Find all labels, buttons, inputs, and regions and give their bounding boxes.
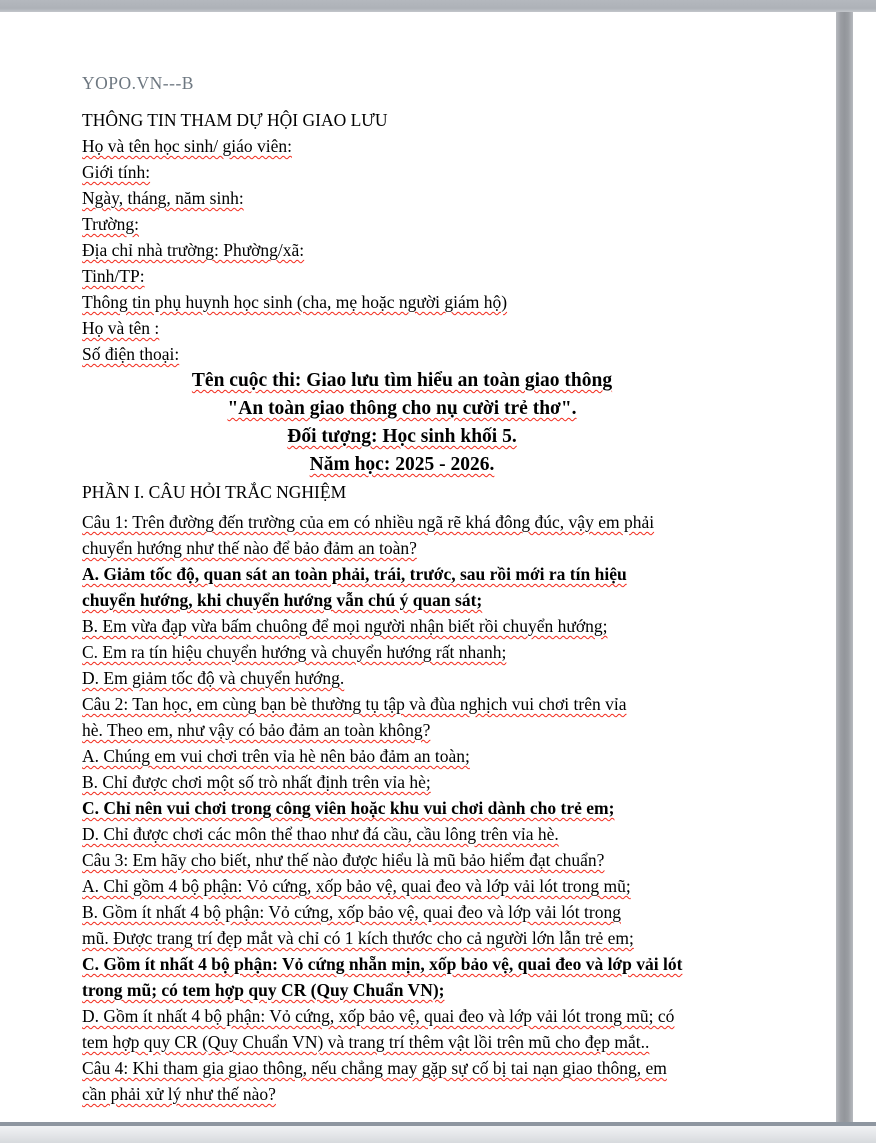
form-field-label: Ngày, tháng, năm sinh: [82, 188, 244, 208]
next-page-edge [853, 12, 876, 1122]
question-line: hè. Theo em, như vậy có bảo đảm an toàn không? [82, 720, 431, 740]
participant-form [82, 133, 722, 367]
question-list [82, 509, 722, 1107]
option-line: A. Chúng em vui chơi trên vỉa hè nên bảo đảm an toàn; [82, 746, 470, 766]
form-section-heading: THÔNG TIN THAM DỰ HỘI GIAO LƯU [82, 110, 388, 130]
option-line: D. Chỉ được chơi các môn thể thao như đá cầu, cầu lông trên vỉa hè. [82, 824, 559, 844]
option-line: C. Em ra tín hiệu chuyển hướng và chuyển hướng rất nhanh; [82, 642, 507, 662]
form-field-label: Trường: [82, 214, 140, 234]
form-field-label: Địa chỉ nhà trường: Phường/xã: [82, 240, 305, 260]
watermark-text: YOPO.VN---B [82, 73, 194, 93]
option-line: A. Chỉ gồm 4 bộ phận: Vỏ cứng, xốp bảo vệ, quai đeo và lớp vải lót trong mũ; [82, 876, 631, 896]
option-line: B. Em vừa đạp vừa bấm chuông để mọi người nhận biết rồi chuyển hướng; [82, 616, 608, 636]
form-field-label: Giới tính: [82, 162, 151, 182]
question-line: Câu 1: Trên đường đến trường của em có nhiều ngã rẽ khá đông đúc, vậy em phải [82, 512, 655, 532]
option-line: trong mũ; có tem hợp quy CR (Quy Chuẩn VN); [82, 980, 445, 1000]
contest-title-line: Tên cuộc thi: Giao lưu tìm hiểu an toàn giao thông [191, 370, 613, 391]
form-field-label: Thông tin phụ huynh học sinh (cha, mẹ hoặc người giám hộ) [82, 292, 508, 312]
contest-title-line: Năm học: 2025 - 2026. [309, 454, 495, 475]
contest-title-block [82, 367, 722, 479]
question-line: Câu 4: Khi tham gia giao thông, nếu chẳng may gặp sự cố bị tai nạn giao thông, em [82, 1058, 667, 1078]
form-field-label: Họ và tên học sinh/ giáo viên: [82, 136, 292, 156]
page-gutter [836, 12, 853, 1122]
question-line: cần phải xử lý như thế nào? [82, 1084, 276, 1104]
option-line: C. Gồm ít nhất 4 bộ phận: Vỏ cứng nhẵn mịn, xốp bảo vệ, quai đeo và lớp vải lót [82, 954, 683, 974]
option-line: tem hợp quy CR (Quy Chuẩn VN) và trang trí thêm vật lồi trên mũ cho đẹp mắt.. [82, 1032, 650, 1052]
option-line: C. Chỉ nên vui chơi trong công viên hoặc khu vui chơi dành cho trẻ em; [82, 798, 615, 818]
form-field-label: Số điện thoại: [82, 344, 180, 364]
document-page[interactable] [0, 12, 836, 1122]
option-line: mũ. Được trang trí đẹp mắt và chỉ có 1 kích thước cho cả người lớn lẫn trẻ em; [82, 928, 634, 948]
document-text [82, 70, 722, 1107]
option-line: D. Gồm ít nhất 4 bộ phận: Vỏ cứng, xốp bảo vệ, quai đeo và lớp vải lót trong mũ; có [82, 1006, 675, 1026]
option-line: B. Gồm ít nhất 4 bộ phận: Vỏ cứng, xốp bảo vệ, quai đeo và lớp vải lót trong [82, 902, 621, 922]
workspace-background-top [0, 0, 876, 12]
status-bar [0, 1122, 876, 1143]
contest-title-line: "An toàn giao thông cho nụ cười trẻ thơ". [227, 398, 577, 419]
form-field-label: Họ và tên : [82, 318, 160, 338]
form-field-label: Tinh/TP: [82, 266, 145, 286]
option-line: chuyển hướng, khi chuyển hướng vẫn chú ý quan sát; [82, 590, 483, 610]
question-line: Câu 2: Tan học, em cùng bạn bè thường tụ tập và đùa nghịch vui chơi trên vỉa [82, 694, 627, 714]
part-one-heading: PHẦN I. CÂU HỎI TRẮC NGHIỆM [82, 482, 347, 502]
option-line: D. Em giảm tốc độ và chuyển hướng. [82, 668, 345, 688]
question-line: chuyển hướng như thế nào để bảo đảm an toàn? [82, 538, 417, 558]
question-line: Câu 3: Em hãy cho biết, như thế nào được hiểu là mũ bảo hiểm đạt chuẩn? [82, 850, 605, 870]
contest-title-line: Đối tượng: Học sinh khối 5. [287, 426, 517, 447]
option-line: A. Giảm tốc độ, quan sát an toàn phải, trái, trước, sau rồi mới ra tín hiệu [82, 564, 627, 584]
option-line: B. Chỉ được chơi một số trò nhất định trên vỉa hè; [82, 772, 431, 792]
